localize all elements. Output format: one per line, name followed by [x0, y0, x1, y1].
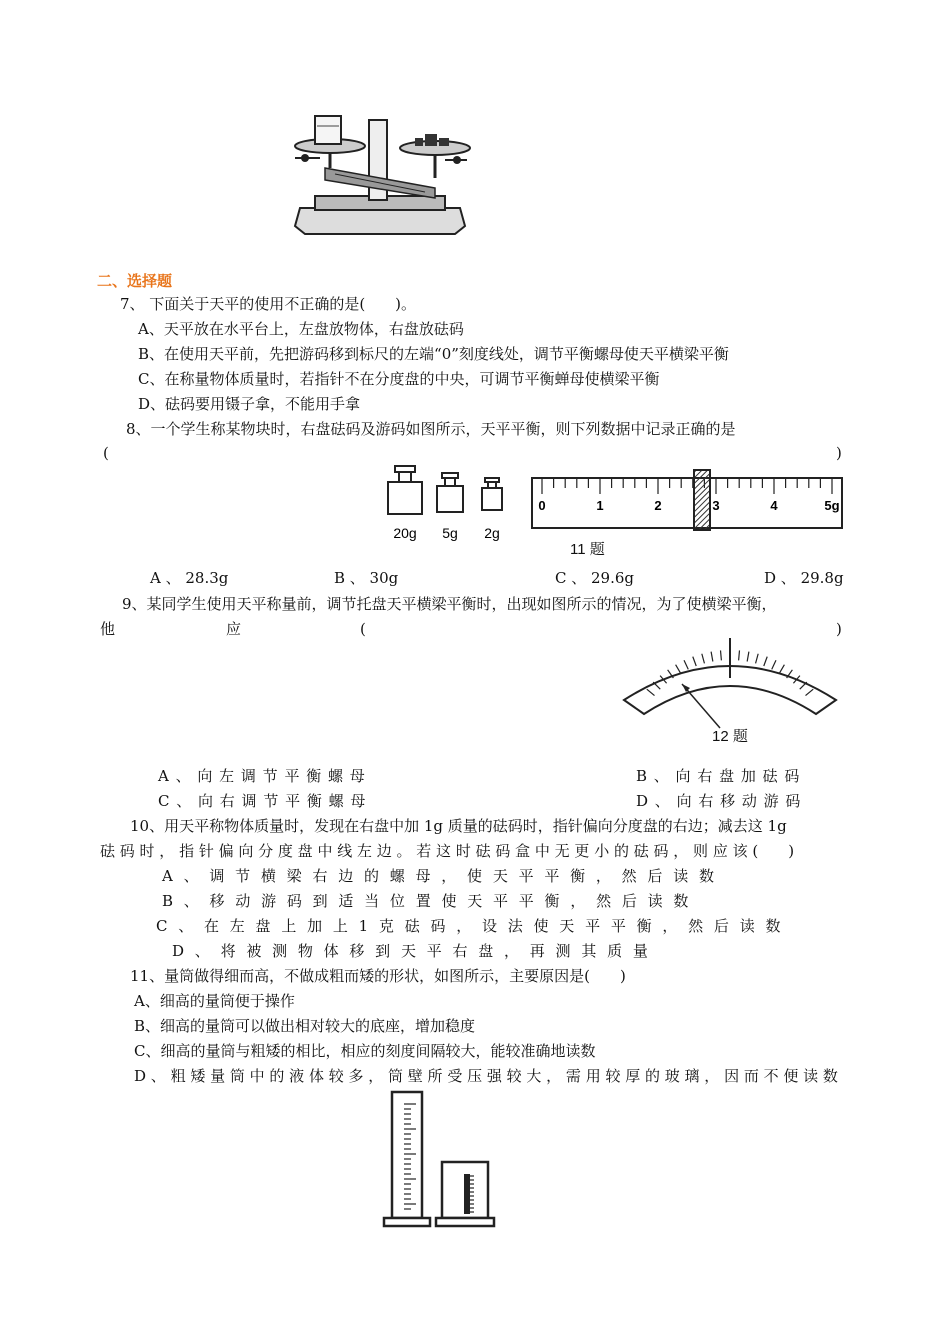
q11-option-d: D 、 粗 矮 量 筒 中 的 液 体 较 多 ， 筒 壁 所 受 压 强 较 大 ， 需 用 较 厚 的 玻 璃 ， 因 而 不 便 读 数 [134, 1067, 838, 1085]
scale-tick-label: 4 [770, 498, 778, 513]
q10-option-d: D 、 将 被 测 物 体 移 到 天 平 右 盘 ， 再 测 其 质 量 [172, 942, 651, 960]
tick-mark [756, 654, 759, 664]
tick-mark [684, 660, 688, 669]
tick-mark [764, 657, 767, 666]
q9-option-b: B 、 向 右 盘 加 砝 码 [636, 767, 801, 785]
scale-tick-label: 3 [712, 498, 720, 513]
q7-option-d: D、砝码要用镊子拿，不能用手拿 [138, 395, 361, 413]
q8-option-a: A 、 28.3g [150, 569, 229, 587]
scale-tick-label: 0 [538, 498, 546, 513]
q8-stem: 8、一个学生称某物块时，右盘砝码及游码如图所示，天平平衡，则下列数据中记录正确的是 [126, 420, 736, 438]
q9-paren-left: ( [360, 620, 366, 638]
tick-mark [676, 665, 681, 674]
rider-scale-figure [528, 468, 846, 534]
q10-option-b: B 、 移 动 游 码 到 适 当 位 置 使 天 平 平 衡 ， 然 后 读 数 [162, 892, 692, 910]
q8-figure-caption: 11 题 [570, 541, 605, 558]
q7-option-b: B、在使用天平前，先把游码移到标尺的左端“0”刻度线处，调节平衡螺母使天平横梁平衡 [138, 345, 729, 363]
q9-option-a: A 、 向 左 调 节 平 衡 螺 母 [158, 767, 366, 785]
weights-figure [380, 462, 510, 544]
q7-option-c: C、在称量物体质量时，若指针不在分度盘的中央，可调节平衡蝉母使横梁平衡 [138, 370, 660, 388]
tick-mark [702, 654, 705, 664]
section-title: 二、选择题 [97, 272, 173, 290]
q11-stem: 11、量筒做得细而高，不做成粗而矮的形状，如图所示，主要原因是( ) [130, 967, 626, 985]
q8-paren-right: ) [836, 444, 842, 462]
q9-figure-caption: 12 题 [712, 728, 748, 745]
q9-stem: 9、某同学生使用天平称量前，调节托盘天平横梁平衡时，出现如图所示的情况，为了使横梁平衡， [122, 595, 777, 613]
tick-mark [779, 665, 784, 674]
q11-option-b: B、细高的量筒可以做出相对较大的底座，增加稳度 [134, 1017, 476, 1035]
weight-label-20g: 20g [393, 525, 417, 541]
q8-option-c: C 、 29.6g [555, 569, 635, 587]
q10-stem: 10、用天平称物体质量时，发现在右盘中加 1g 质量的砝码时，指针偏向分度盘的右边；减去这 1g [130, 817, 787, 835]
q10-option-a: A 、 调 节 横 梁 右 边 的 螺 母 ， 使 天 平 平 衡 ， 然 后 读 数 [162, 867, 717, 885]
q9-line2-he: 他 [100, 620, 116, 638]
tick-mark [747, 652, 749, 662]
tick-mark [772, 660, 776, 669]
tick-mark [711, 652, 713, 662]
q9-option-c: C 、 向 右 调 节 平 衡 螺 母 [158, 792, 367, 810]
balance-scale-figure [285, 108, 475, 243]
q9-paren-right: ) [836, 620, 842, 638]
q11-option-a: A、细高的量筒便于操作 [134, 992, 295, 1010]
q7-stem: 7、 下面关于天平的使用不正确的是( )。 [120, 295, 417, 313]
q10-option-c: C 、 在 左 盘 上 加 上 1 克 砝 码 ， 设 法 使 天 平 平 衡 ， 然 后 读 数 [156, 917, 784, 935]
tick-mark [693, 657, 696, 666]
weight-label-5g: 5g [442, 525, 458, 541]
scale-tick-label: 2 [654, 498, 662, 513]
weight-label-2g: 2g [484, 525, 500, 541]
q7-option-a: A、天平放在水平台上，左盘放物体，右盘放砝码 [138, 320, 464, 338]
tick-mark [739, 650, 740, 660]
q11-option-c: C、细高的量筒与粗矮的相比，相应的刻度间隔较大，能较准确地读数 [134, 1042, 596, 1060]
scale-tick-label: 5g [824, 498, 840, 513]
q9-line2-ying: 应 [226, 620, 242, 638]
scale-tick-label: 1 [596, 498, 604, 513]
tick-mark [721, 650, 722, 660]
q8-option-b: B 、 30g [334, 569, 399, 587]
q8-option-d: D 、 29.8g [764, 569, 844, 587]
graduated-cylinders-figure [380, 1090, 510, 1230]
q9-option-d: D 、 向 右 移 动 游 码 [636, 792, 802, 810]
q8-paren-left: ( [103, 444, 109, 462]
q10-line2: 砝 码 时 ， 指 针 偏 向 分 度 盘 中 线 左 边 。 若 这 时 砝 码 盒 中 无 更 小 的 砝 码 ， 则 应 该 ( ) [100, 842, 795, 860]
